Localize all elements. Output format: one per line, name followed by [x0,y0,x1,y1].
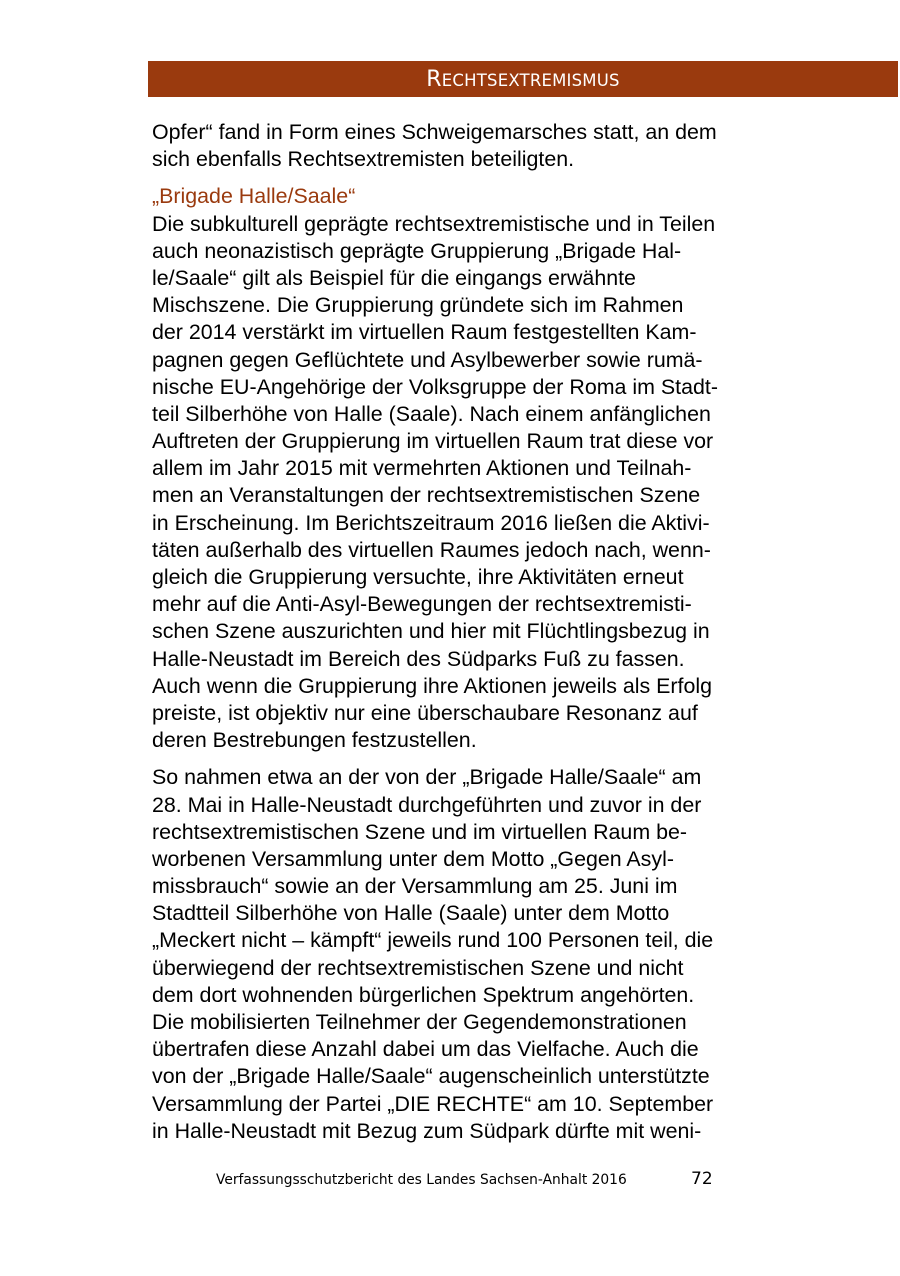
text-line: missbrauch“ sowie an der Versammlung am 25. Juni im [152,874,678,899]
text-line: von der „Brigade Halle/Saale“ augenscheinlich unterstützte [152,1064,710,1089]
text-line: auch neonazistisch geprägte Gruppierung „Brigade Hal- [152,238,682,263]
text-line: mehr auf die Anti-Asyl-Bewegungen der rechtsextremisti- [152,592,692,617]
text-line: deren Bestrebungen festzustellen. [152,728,477,753]
text-line: preiste, ist objektiv nur eine überschaubare Resonanz auf [152,700,698,725]
text-line: So nahmen etwa an der von der „Brigade Halle/Saale“ am [152,765,702,790]
paragraph-demonstrations [152,764,782,1145]
chapter-title-rest: ECHTSEXTREMISMUS [441,71,620,90]
text-line: Auch wenn die Gruppierung ihre Aktionen jeweils als Erfolg [152,673,713,698]
page-number: 72 [691,1169,713,1189]
chapter-banner [148,61,898,97]
text-line: gleich die Gruppierung versuchte, ihre Aktivitäten erneut [152,565,684,589]
text-line: schen Szene auszurichten und hier mit Flüchtlingsbezug in [152,619,710,644]
text-line: Stadtteil Silberhöhe von Halle (Saale) unter dem Motto [152,901,670,926]
text-line: in Halle-Neustadt mit Bezug zum Südpark dürfte mit weni- [152,1118,702,1143]
text-line: „Meckert nicht – kämpft“ jeweils rund 100 Personen teil, die [152,928,714,953]
text-line: übertrafen diese Anzahl dabei um das Vielfache. Auch die [152,1037,699,1062]
text-line: Auftreten der Gruppierung im virtuellen Raum trat diese vor [152,429,714,454]
text-line: Versammlung der Partei „DIE RECHTE“ am 10. September [152,1091,714,1116]
text-line: nische EU-Angehörige der Volksgruppe der Roma im Stadt- [152,374,718,399]
text-line: teil Silberhöhe von Halle (Saale). Nach einem anfänglichen [152,401,711,426]
text-line: Die subkulturell geprägte rechtsextremistische und in Teilen [152,211,716,236]
text-line: 28. Mai in Halle-Neustadt durchgeführten und zuvor in der [152,792,702,817]
text-line: Opfer“ fand in Form eines Schweigemarsches statt, an dem [152,120,717,144]
text-line: in Erscheinung. Im Berichtszeitraum 2016 ließen die Aktivi- [152,510,710,535]
text-line: worbenen Versammlung unter dem Motto „Gegen Asyl- [152,846,674,871]
text-line: Halle-Neustadt im Bereich des Südparks Fuß zu fassen. [152,646,685,671]
text-line: täten außerhalb des virtuellen Raumes jedoch nach, wenn- [152,537,711,562]
page-content [152,119,782,1145]
text-line: Mischszene. Die Gruppierung gründete sich im Rahmen [152,293,684,318]
footer-report-title: Verfassungsschutzbericht des Landes Sachsen-Anhalt 2016 [216,1172,627,1188]
text-line: allem im Jahr 2015 mit vermehrten Aktionen und Teilnah- [152,456,692,481]
text-line: pagnen gegen Geflüchtete und Asylbewerber sowie rumä- [152,347,703,372]
text-line: dem dort wohnenden bürgerlichen Spektrum angehörten. [152,982,695,1007]
text-line: der 2014 verstärkt im virtuellen Raum festgestellten Kam- [152,320,697,345]
text-line: men an Veranstaltungen der rechtsextremistischen Szene [152,483,701,508]
section-brigade-halle [152,183,782,754]
text-line: Die mobilisierten Teilnehmer der Gegendemonstrationen [152,1010,687,1034]
intro-paragraph [152,119,782,173]
text-line: le/Saale“ gilt als Beispiel für die eingangs erwähnte [152,265,636,290]
section-heading: „Brigade Halle/Saale“ [152,184,356,209]
text-line: überwiegend der rechtsextremistischen Szene und nicht [152,955,684,980]
chapter-title [148,67,898,92]
chapter-title-initial: R [426,67,442,92]
text-line: rechtsextremistischen Szene und im virtuellen Raum be- [152,819,687,844]
text-line: sich ebenfalls Rechtsextremisten beteiligten. [152,147,575,172]
